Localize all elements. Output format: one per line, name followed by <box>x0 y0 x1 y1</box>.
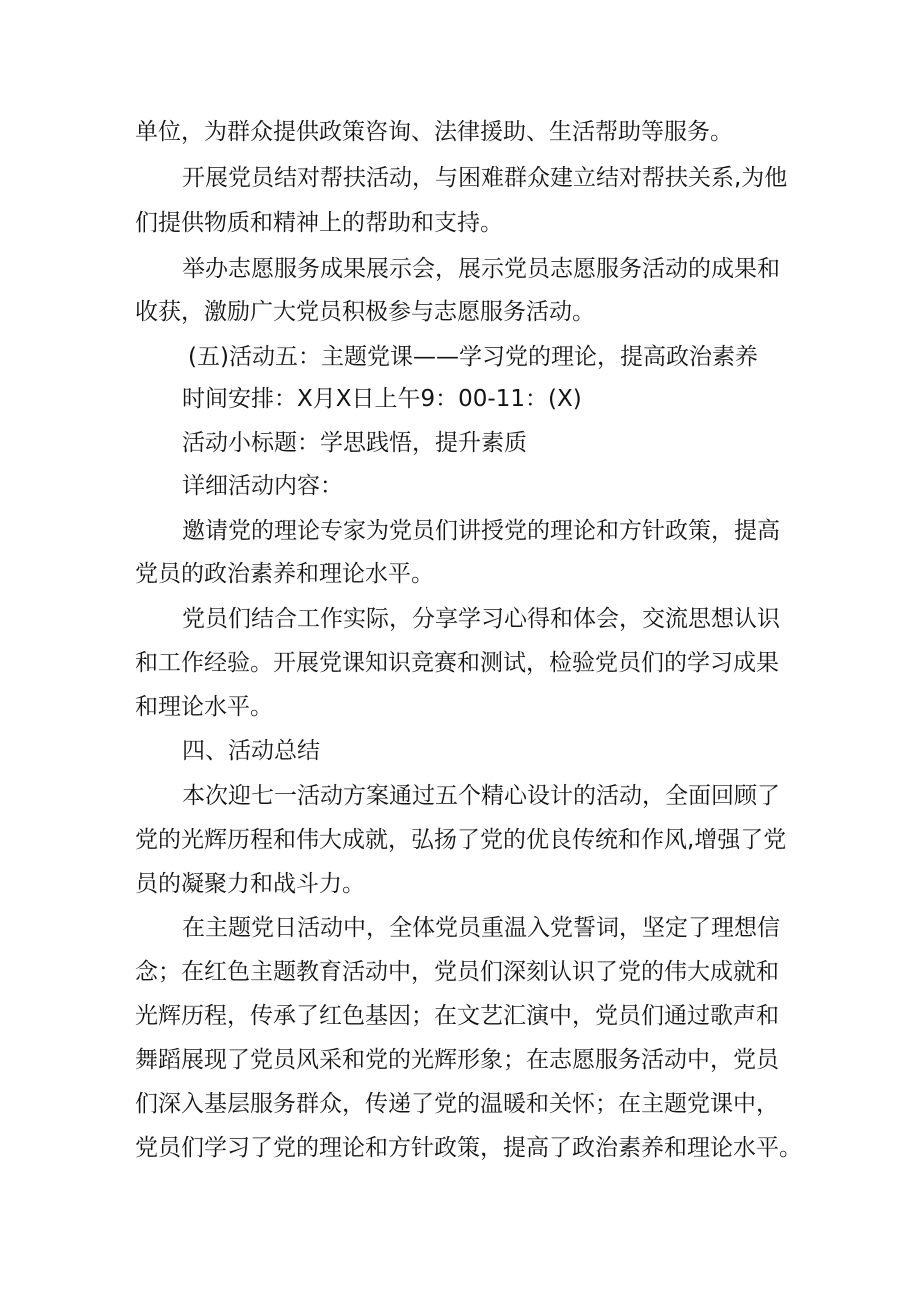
text-line-14: 和理论水平。 <box>135 694 273 720</box>
text-line-19: 在主题党日活动中，全体党员重温入党誓词，坚定了理想信 <box>182 915 780 941</box>
text-line-22: 舞蹈展现了党员风采和党的光辉形象；在志愿服务活动中，党员 <box>135 1047 779 1073</box>
text-line-2: 开展党员结对帮扶活动，与困难群众建立结对帮扶关系,为他 <box>182 165 788 191</box>
text-line-10: 邀请党的理论专家为党员们讲授党的理论和方针政策，提高 <box>182 518 780 544</box>
text-line-18: 员的凝聚力和战斗力。 <box>135 871 365 897</box>
section-heading-summary: 四、活动总结 <box>182 738 320 764</box>
text-line-23: 们深入基层服务群众，传递了党的温暖和关怀；在主题党课中， <box>135 1091 779 1117</box>
text-line-5: 收获，激励广大党员积极参与志愿服务活动。 <box>135 299 595 325</box>
time-arrangement: 时间安排：X月X日上午9：00-11：(X) <box>182 386 582 412</box>
text-line-16: 本次迎七一活动方案通过五个精心设计的活动，全面回顾了 <box>182 783 780 809</box>
text-line-11: 党员的政治素养和理论水平。 <box>135 561 434 587</box>
text-line-20: 念；在红色主题教育活动中，党员们深刻认识了党的伟大成就和 <box>135 959 779 985</box>
text-line-4: 举办志愿服务成果展示会，展示党员志愿服务活动的成果和 <box>182 256 780 282</box>
text-line-24: 党员们学习了党的理论和方针政策，提高了政治素养和理论水平。 <box>135 1135 802 1161</box>
text-line-21: 光辉历程，传承了红色基因；在文艺汇演中，党员们通过歌声和 <box>135 1003 779 1029</box>
activity-details-heading: 详细活动内容： <box>182 473 343 499</box>
activity-subtitle: 活动小标题：学思践悟，提升素质 <box>182 430 527 456</box>
section-heading-activity-5: (五)活动五：主题党课——学习党的理论，提高政治素养 <box>188 344 758 370</box>
text-line-3: 们提供物质和精神上的帮助和支持。 <box>135 210 503 236</box>
text-line-17: 党的光辉历程和伟大成就，弘扬了党的优良传统和作风,增强了党 <box>135 827 787 853</box>
text-line-12: 党员们结合工作实际，分享学习心得和体会，交流思想认识 <box>182 606 780 632</box>
text-line-1: 单位，为群众提供政策咨询、法律援助、生活帮助等服务。 <box>135 119 733 145</box>
text-line-13: 和工作经验。开展党课知识竞赛和测试，检验党员们的学习成果 <box>135 650 779 676</box>
